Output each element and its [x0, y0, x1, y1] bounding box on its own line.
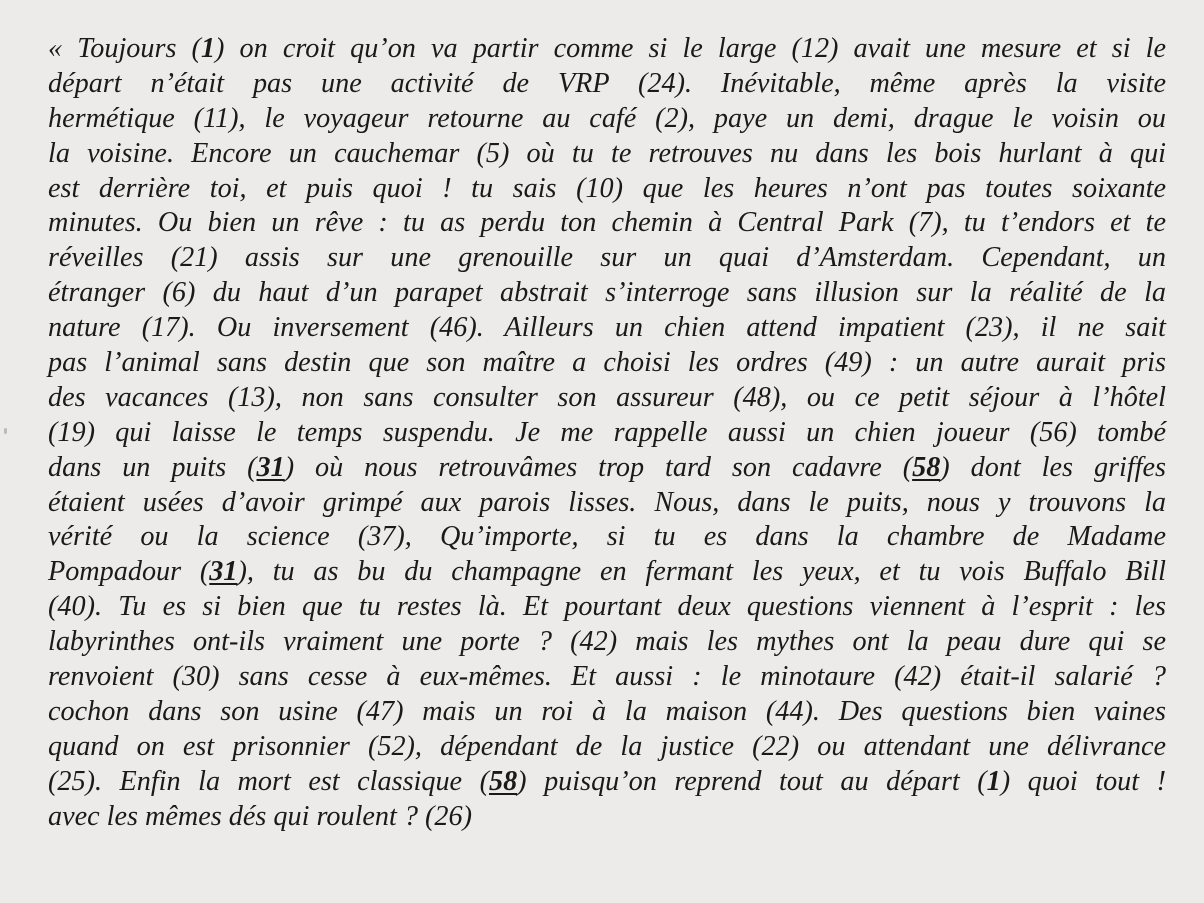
text-line [48, 67, 1166, 102]
text-line [48, 172, 1166, 207]
text-segment: hermétique (11), le voyageur retourne au café (2), paye un demi, drague le voisin ou [48, 102, 1166, 134]
text-segment: la voisine. Encore un cauchemar (5) où tu te retrouves nu dans les bois hurlant à qui [48, 137, 1166, 169]
text-line [48, 416, 1166, 451]
text-segment: ), tu as bu du champagne en fermant les yeux, et tu vois Buffalo Bill [237, 556, 1166, 588]
text-line [48, 102, 1166, 137]
text-segment: dans un puits ( [48, 451, 257, 483]
text-segment: « Toujours ( [48, 33, 201, 64]
text-line [48, 520, 1166, 555]
text-segment: vérité ou la science (37), Qu’importe, si tu es dans la chambre de Madame [48, 521, 1166, 553]
text-line [48, 555, 1166, 590]
text-line [48, 276, 1166, 311]
text-line [48, 206, 1166, 241]
underlined-reference-number: 31 [209, 556, 238, 588]
text-line [48, 486, 1166, 521]
scan-speck [4, 428, 7, 434]
text-segment: ) où nous retrouvâmes trop tard son cadavre ( [284, 451, 913, 483]
text-segment: labyrinthes ont-ils vraiment une porte ? (42) mais les mythes ont la peau dure qui se [48, 626, 1166, 658]
text-line [48, 800, 1166, 835]
text-segment: renvoient (30) sans cesse à eux-mêmes. Et aussi : le minotaure (42) était-il salarié ? [48, 661, 1166, 693]
poem-text-block [48, 32, 1166, 834]
text-segment: des vacances (13), non sans consulter son assureur (48), ou ce petit séjour à l’hôtel [48, 381, 1166, 413]
text-segment: ) puisqu’on reprend tout au départ ( [517, 765, 987, 797]
text-line [48, 241, 1166, 276]
underlined-reference-number: 31 [256, 451, 285, 483]
text-segment: ) dont les griffes [940, 451, 1166, 483]
text-line [48, 730, 1166, 765]
text-segment: cochon dans son usine (47) mais un roi à la maison (44). Des questions bien vaines [48, 695, 1166, 727]
text-segment: réveilles (21) assis sur une grenouille sur un quai d’Amsterdam. Cependant, un [48, 242, 1166, 274]
text-segment: avec les mêmes dés qui roulent ? (26) [48, 800, 472, 832]
text-segment: étranger (6) du haut d’un parapet abstrait s’interroge sans illusion sur la réalité de la [48, 277, 1166, 309]
text-line [48, 660, 1166, 695]
text-segment: minutes. Ou bien un rêve : tu as perdu ton chemin à Central Park (7), tu t’endors et te [48, 207, 1166, 239]
text-line [48, 346, 1166, 381]
text-segment: étaient usées d’avoir grimpé aux parois lisses. Nous, dans le puits, nous y trouvons la [48, 486, 1166, 518]
text-segment: nature (17). Ou inversement (46). Ailleurs un chien attend impatient (23), il ne sait [48, 312, 1166, 344]
text-segment: (19) qui laisse le temps suspendu. Je me rappelle aussi un chien joueur (56) tombé [48, 416, 1166, 448]
bold-reference-number: 1 [986, 765, 1001, 797]
bold-reference-number: 1 [200, 33, 216, 64]
text-segment: quand on est prisonnier (52), dépendant de la justice (22) ou attendant une délivrance [48, 730, 1166, 762]
text-line [48, 137, 1166, 172]
text-line [48, 32, 1166, 67]
text-line [48, 311, 1166, 346]
text-segment: pas l’animal sans destin que son maître a choisi les ordres (49) : un autre aurait pris [48, 347, 1166, 379]
underlined-reference-number: 58 [912, 451, 941, 483]
text-line [48, 695, 1166, 730]
text-segment: Pompadour ( [48, 556, 210, 588]
underlined-reference-number: 58 [488, 765, 518, 797]
text-segment: départ n’était pas une activité de VRP (24). Inévitable, même après la visite [48, 67, 1166, 99]
text-segment: ) quoi tout ! [1000, 765, 1166, 797]
text-line [48, 625, 1166, 660]
text-segment: est derrière toi, et puis quoi ! tu sais (10) que les heures n’ont pas toutes soixante [48, 172, 1166, 204]
text-line [48, 590, 1166, 625]
text-segment: (25). Enfin la mort est classique ( [48, 765, 489, 797]
text-line [48, 765, 1166, 800]
text-segment: (40). Tu es si bien que tu restes là. Et pourtant deux questions viennent à l’esprit : les [48, 591, 1166, 623]
text-line [48, 381, 1166, 416]
text-segment: ) on croit qu’on va partir comme si le large (12) avait une mesure et si le [215, 33, 1166, 64]
text-line [48, 451, 1166, 486]
